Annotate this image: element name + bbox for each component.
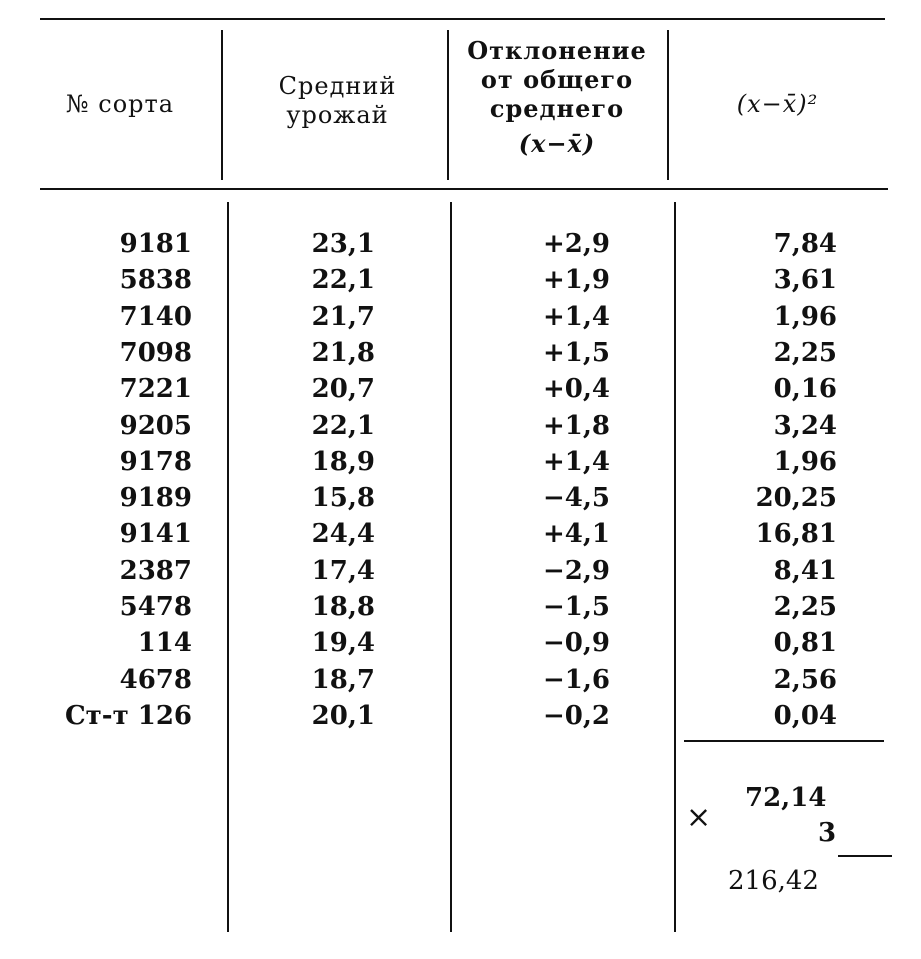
cell-deviation: +0,4 <box>542 374 610 405</box>
cell-variety: 4678 <box>119 664 192 695</box>
header-rule <box>40 188 888 190</box>
cell-deviation: −0,2 <box>542 700 610 731</box>
cell-squared: 8,41 <box>773 555 837 586</box>
cell-variety: 7098 <box>119 337 192 368</box>
multiply-sign: × <box>686 800 712 835</box>
sum-value: 72,14 <box>745 783 827 813</box>
cell-deviation: +1,5 <box>542 337 610 368</box>
cell-variety: 9141 <box>119 519 192 550</box>
cell-squared: 20,25 <box>755 483 837 514</box>
cell-squared: 3,61 <box>773 265 837 296</box>
header-deviation: Отклонение от общего среднего (x−x̄) <box>467 36 647 158</box>
cell-yield: 21,8 <box>311 337 375 368</box>
cell-variety: 114 <box>137 628 192 659</box>
top-rule <box>40 18 885 20</box>
cell-squared: 16,81 <box>755 519 837 550</box>
cell-yield: 24,4 <box>311 519 375 550</box>
cell-yield: 18,8 <box>311 592 375 622</box>
cell-squared: 0,16 <box>773 374 837 405</box>
cell-squared: 1,96 <box>773 446 837 477</box>
cell-variety: Ст-т 126 <box>64 700 192 731</box>
cell-deviation: −1,6 <box>542 664 610 695</box>
cell-variety: 5478 <box>119 592 192 622</box>
cell-yield: 23,1 <box>311 229 375 259</box>
cell-squared: 2,56 <box>773 664 837 695</box>
cell-yield: 19,4 <box>311 628 375 659</box>
cell-deviation: +2,9 <box>542 229 610 259</box>
cell-deviation: −2,9 <box>542 555 610 586</box>
cell-variety: 2387 <box>119 555 192 586</box>
cell-deviation: +4,1 <box>542 519 610 550</box>
cell-squared: 7,84 <box>773 229 837 259</box>
product-value: 216,42 <box>728 866 819 896</box>
cell-yield: 22,1 <box>311 410 375 441</box>
cell-squared: 0,81 <box>773 628 837 659</box>
cell-deviation: −1,5 <box>542 592 610 622</box>
cell-variety: 7140 <box>119 301 192 332</box>
header-average-yield: Средний урожай <box>278 72 397 129</box>
cell-variety: 9181 <box>119 229 192 259</box>
cell-yield: 17,4 <box>311 555 375 586</box>
cell-yield: 20,7 <box>311 374 375 405</box>
cell-squared: 2,25 <box>773 592 837 622</box>
cell-variety: 9178 <box>119 446 192 477</box>
multiplier-value: 3 <box>818 818 837 848</box>
sum-rule <box>684 740 884 742</box>
cell-variety: 9205 <box>119 410 192 441</box>
cell-squared: 0,04 <box>773 700 837 731</box>
cell-yield: 18,9 <box>311 446 375 477</box>
cell-yield: 20,1 <box>311 700 375 731</box>
cell-deviation: −0,9 <box>542 628 610 659</box>
divider-body-1 <box>227 202 229 932</box>
cell-variety: 7221 <box>119 374 192 405</box>
divider-body-2 <box>450 202 452 932</box>
cell-yield: 18,7 <box>311 664 375 695</box>
cell-variety: 9189 <box>119 483 192 514</box>
header-squared-deviation: (x−x̄)² <box>736 90 819 118</box>
cell-yield: 22,1 <box>311 265 375 296</box>
cell-deviation: +1,8 <box>542 410 610 441</box>
cell-deviation: +1,4 <box>542 446 610 477</box>
divider-body-3 <box>674 202 676 932</box>
cell-squared: 2,25 <box>773 337 837 368</box>
cell-squared: 3,24 <box>773 410 837 441</box>
product-rule <box>838 855 892 857</box>
cell-yield: 15,8 <box>311 483 375 514</box>
divider-header-3 <box>667 30 669 180</box>
divider-header-1 <box>221 30 223 180</box>
cell-deviation: +1,4 <box>542 301 610 332</box>
header-variety-number: № сорта <box>65 90 175 118</box>
cell-deviation: +1,9 <box>542 265 610 296</box>
cell-squared: 1,96 <box>773 301 837 332</box>
cell-variety: 5838 <box>119 265 192 296</box>
cell-deviation: −4,5 <box>542 483 610 514</box>
cell-yield: 21,7 <box>311 301 375 332</box>
